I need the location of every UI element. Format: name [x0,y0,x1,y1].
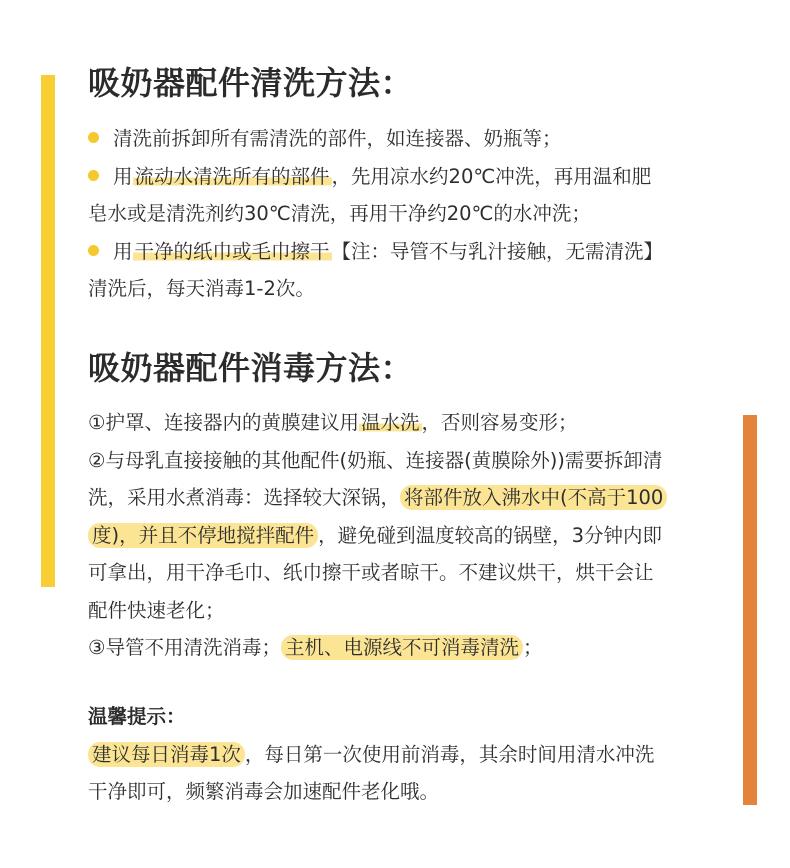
bullet-icon [88,132,99,143]
text-line: 建议每日消毒1次 ，每日第一次使用前消毒，其余时间用清水冲洗 [88,736,654,774]
cleaning-title: 吸奶器配件清洗方法： [88,64,414,102]
text-line: 配件快速老化； [88,598,225,622]
list-item-continuation: 清洗后，每天消毒1-2次。 [88,277,315,300]
right-accent-bar [743,415,757,805]
bullet-icon [88,170,99,181]
highlight-text: 干净的纸巾或毛巾擦干 [134,239,330,263]
text-line: 洗，采用水煮消毒：选择较大深锅， 将部件放入沸水中(不高于100 [88,479,667,517]
tips-title: 温馨提示： [88,705,186,728]
list-item-continuation: 皂水或是清洗剂约30℃清洗，再用干净约20℃的水冲洗； [88,202,591,225]
text-line: ③导管不用清洗消毒； 主机、电源线不可消毒清洗 ； [88,636,543,659]
text-line: ①护罩、连接器内的黄膜建议用 温水洗 ，否则容易变形； [88,411,578,434]
disinfection-steps [88,404,667,667]
highlight-text: 度)，并且不停地搅拌配件 [88,523,318,548]
list-item: 清洗前拆卸所有需清洗的部件，如连接器、奶瓶等； [88,120,663,158]
text-line: ②与母乳直接接触的其他配件(奶瓶、连接器(黄膜除外))需要拆卸清 [88,448,663,472]
highlight-text: 建议每日消毒1次 [88,742,245,767]
cleaning-steps [88,120,663,308]
highlight-text: 将部件放入沸水中(不高于100 [400,485,667,510]
highlight-text: 流动水清洗所有的部件 [134,164,330,188]
list-item: 用 流动水清洗所有的部件 ，先用凉水约20℃冲洗，再用温和肥 [88,158,663,196]
text-line: 度)，并且不停地搅拌配件 ，避免碰到温度较高的锅壁，3分钟内即 [88,517,667,555]
text-line: 可拿出，用干净毛巾、纸巾擦干或者晾干。不建议烘干，烘干会让 [88,561,654,584]
highlight-text: 主机、电源线不可消毒清洗 [281,635,523,660]
bullet-icon [88,245,99,256]
text-line: 干净即可，频繁消毒会加速配件老化哦。 [88,780,440,803]
list-item: 用 干净的纸巾或毛巾擦干 【注：导管不与乳汁接触，无需清洗】 [88,233,663,271]
tips-section [88,698,654,811]
left-accent-bar [41,75,55,587]
highlight-text: 温水洗 [360,411,420,434]
disinfection-title: 吸奶器配件消毒方法： [88,349,414,387]
